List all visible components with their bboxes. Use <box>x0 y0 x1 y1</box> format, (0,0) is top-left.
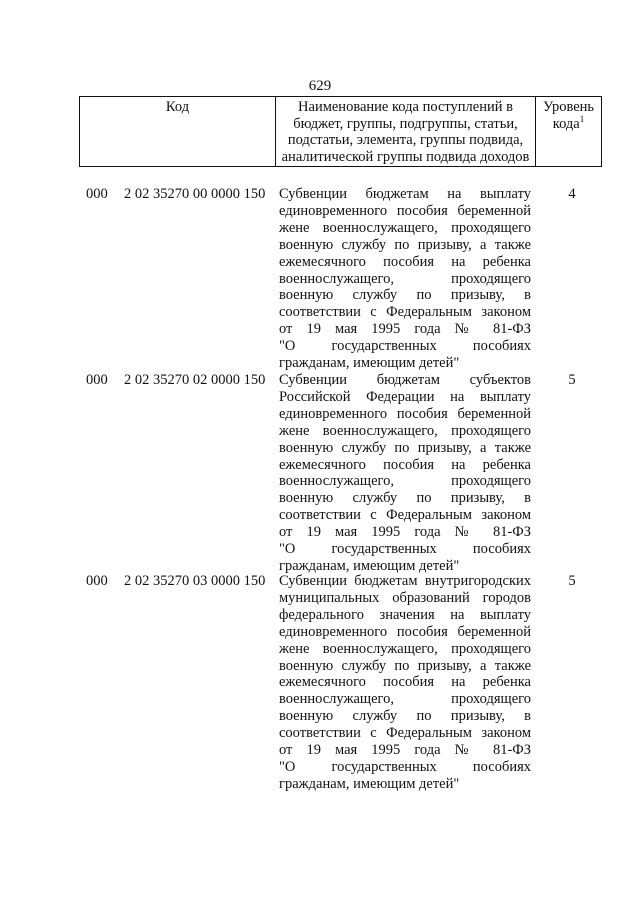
description-line: Субвенции бюджетам субъектов <box>279 372 531 388</box>
admin-code: 000 <box>86 372 108 388</box>
description-line: военную службу по призыву, в <box>279 708 531 725</box>
description-line: жене военнослужащего, проходящего <box>279 640 531 657</box>
admin-code: 000 <box>86 573 108 589</box>
description-line: федерального значения на выплату <box>279 606 531 623</box>
admin-code: 000 <box>86 186 108 202</box>
description-line: единовременного пособия беременной <box>279 202 531 219</box>
description-line: ежемесячного пособия на ребенка <box>279 674 531 691</box>
header-level-line: Уровень <box>542 99 595 115</box>
budget-classification-code: 2 02 35270 02 0000 150 <box>124 372 266 388</box>
description-line: ежемесячного пособия на ребенка <box>279 456 531 473</box>
description-line: военную службу по призыву, а также <box>279 236 531 253</box>
description-line: "О государственных пособиях <box>279 338 531 355</box>
header-name-line: аналитической группы подвида доходов <box>281 148 530 165</box>
code-description <box>279 186 531 372</box>
header-name-line: подстатьи, элемента, группы подвида, <box>287 132 524 148</box>
description-line: военную службу по призыву, в <box>279 490 531 507</box>
budget-classification-code: 2 02 35270 00 0000 150 <box>124 186 266 202</box>
description-line: от 19 мая 1995 года № 81-ФЗ <box>279 524 531 541</box>
description-line: единовременного пособия беременной <box>279 623 531 640</box>
description-line: муниципальных образований городов <box>279 589 531 606</box>
code-level: 5 <box>568 573 576 589</box>
description-line: от 19 мая 1995 года № 81-ФЗ <box>279 321 531 338</box>
description-line: военную службу по призыву, а также <box>279 657 531 674</box>
description-line: от 19 мая 1995 года № 81-ФЗ <box>279 742 531 759</box>
description-line: военную службу по призыву, в <box>279 287 531 304</box>
header-level-code: кода <box>552 115 580 132</box>
description-line: Субвенции бюджетам на выплату <box>279 186 531 202</box>
description-line: гражданам, имеющим детей" <box>279 355 460 372</box>
code-level: 4 <box>568 186 576 202</box>
description-line: гражданам, имеющим детей" <box>279 775 460 792</box>
page-number: 629 <box>308 78 332 94</box>
header-name-line: бюджет, группы, подгруппы, статьи, <box>293 115 518 132</box>
description-line: соответствии с Федеральным законом <box>279 725 531 742</box>
description-line: военнослужащего, проходящего <box>279 270 531 287</box>
description-line: единовременного пособия беременной <box>279 405 531 422</box>
description-line: Российской Федерации на выплату <box>279 388 531 405</box>
description-line: военнослужащего, проходящего <box>279 473 531 490</box>
code-description <box>279 372 531 575</box>
description-line: жене военнослужащего, проходящего <box>279 422 531 439</box>
budget-classification-code: 2 02 35270 03 0000 150 <box>124 573 266 589</box>
footnote-marker: 1 <box>579 113 585 124</box>
description-line: соответствии с Федеральным законом <box>279 507 531 524</box>
header-code: Код <box>80 97 276 166</box>
description-line: гражданам, имеющим детей" <box>279 557 460 574</box>
description-line: "О государственных пособиях <box>279 541 531 558</box>
description-line: "О государственных пособиях <box>279 758 531 775</box>
description-line: жене военнослужащего, проходящего <box>279 219 531 236</box>
description-line: военную службу по призыву, а также <box>279 439 531 456</box>
description-line: соответствии с Федеральным законом <box>279 304 531 321</box>
description-line: Субвенции бюджетам внутригородских <box>279 573 531 589</box>
code-description <box>279 573 531 793</box>
description-line: военнослужащего, проходящего <box>279 691 531 708</box>
code-level: 5 <box>568 372 576 388</box>
header-name-line: Наименование кода поступлений в <box>298 99 513 115</box>
description-line: ежемесячного пособия на ребенка <box>279 253 531 270</box>
